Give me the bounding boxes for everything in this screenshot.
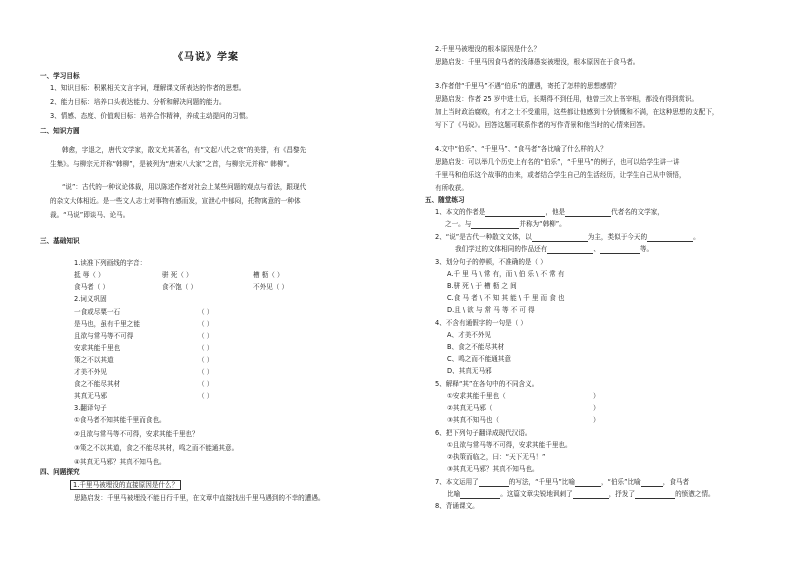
translate-item: ②执策而临之，曰：“天下无马！” xyxy=(447,453,546,461)
exercise-2 xyxy=(435,233,700,242)
section-learning-goals: 一、学习目标 xyxy=(40,72,80,80)
inquiry-hint: 千里马和伯乐这个故事的由来，或者结合学生自己的生活经历，让学生自己从中领悟， xyxy=(435,171,686,179)
vocab-item: 安求其能千里也 xyxy=(74,344,121,352)
option-item: C.食 马 者 \ 不 知 其 能 \ 千 里 而 食 也 xyxy=(447,294,565,302)
pronunciation-item: 抵 辱（ ） xyxy=(74,271,105,279)
pronunciation-item: 食不饱（ ） xyxy=(162,283,198,291)
inquiry-question: 4.文中“伯乐”、“千里马”、“食马者”各比喻了什么样的人？ xyxy=(435,145,607,153)
translate-item: ④其真无马邪？其真不知马也。 xyxy=(74,458,166,466)
goal-emotion: 3、情感、态度、价值观目标：培养合作精神，养成主动提问的习惯。 xyxy=(50,112,253,120)
answer-blank[interactable] xyxy=(573,491,609,499)
pronunciation-item: 不外见（ ） xyxy=(253,283,289,291)
exercise-7-cont xyxy=(447,490,715,499)
meaning-item: ③其真不知马也（ xyxy=(447,416,500,424)
section-practice: 五、随堂练习 xyxy=(425,196,465,204)
translate-question: 3.翻译句子 xyxy=(74,404,107,412)
answer-parentheses: （ ） xyxy=(198,356,214,364)
vocab-question: 2.词义巩固 xyxy=(74,295,107,303)
exercise-2-cont xyxy=(455,245,653,254)
exercise-text: 并称为“韩柳”。 xyxy=(519,220,566,228)
goal-knowledge: 1、知识目标：积累相关文言字词，理解课文所表达的作者的思想。 xyxy=(50,84,246,92)
option-item: C、鸣之而不能通其意 xyxy=(447,355,511,363)
inquiry-question xyxy=(70,481,181,490)
option-item: B、食之不能尽其材 xyxy=(447,343,505,351)
answer-blank[interactable] xyxy=(547,246,593,254)
genre-intro-line: “说”：古代的一种议论体裁，用以陈述作者对社会上某些问题的观点与看法，跟现代 xyxy=(62,183,307,191)
answer-blank[interactable] xyxy=(600,246,640,254)
exercise-text: 比喻 xyxy=(447,490,461,498)
goal-ability: 2、能力目标：培养口头表达能力、分析和解决问题的能力。 xyxy=(50,98,226,106)
author-intro-line: 生集》。与柳宗元并称“韩柳”，是被列为“唐宋八大家”之首，与柳宗元并称“ 韩柳”。 xyxy=(50,160,294,168)
question-box: 1.千里马被埋没的直接原因是什么？ xyxy=(70,480,181,490)
pronunciation-item: 食马者（ ） xyxy=(74,283,110,291)
exercise-5: 5、解释“其”在各句中的不同含义。 xyxy=(435,380,539,388)
exercise-text: 。这篇文章尖锐地讽刺了 xyxy=(500,490,573,498)
answer-parentheses: （ ） xyxy=(198,368,214,376)
answer-blank[interactable] xyxy=(532,234,588,242)
inquiry-hint: 思路启发：可以举几个历史上有名的“伯乐”，“千里马”的例子，也可以给学生讲一讲 xyxy=(435,158,680,166)
option-item: A.千 里 马 \ 常 有，而 \ 伯 乐 \ 不 常 有 xyxy=(447,270,565,278)
vocab-item: 其真无马邪 xyxy=(74,392,107,400)
inquiry-hint: 写下了《马说》。回答这题可联系作者的写作背景和他当时的心情来回答。 xyxy=(435,121,650,129)
exercise-text: 。 xyxy=(693,233,700,241)
vocab-item: 是马也，虽有千里之能 xyxy=(74,320,140,328)
inquiry-hint: 加上当时政治腐败，有才之士不受重用，这些都让他感到十分愤慨和不满，在这种思想的支配下， xyxy=(435,108,719,116)
pronunciation-item: 槽 枥（ ） xyxy=(253,271,284,279)
answer-blank[interactable] xyxy=(647,234,693,242)
meaning-close-paren: ） xyxy=(593,416,600,424)
answer-parentheses: （ ） xyxy=(198,332,214,340)
meaning-item: ②其真无马邪（ xyxy=(447,404,493,412)
answer-parentheses: （ ） xyxy=(198,344,214,352)
inquiry-hint: 思路启发：作者 25 岁中进士后，长期得不到任用，他曾三次上书宰相，都没有得到赏识。 xyxy=(435,95,699,103)
exercise-4: 4、不含有通假字的一句是（ ） xyxy=(435,319,528,327)
translate-item: ①且欲与常马等不可得，安求其能千里也。 xyxy=(447,441,572,449)
exercise-text: 之一。与 xyxy=(445,220,472,228)
exercise-text: 7、本文运用了 xyxy=(435,478,479,486)
vocab-item: 策之不以其道 xyxy=(74,356,114,364)
inquiry-hint: 思路启发：千里马被埋没不能日行千里，在文章中直接找出千里马遇到的不幸的遭遇。 xyxy=(74,494,325,502)
meaning-close-paren: ） xyxy=(593,404,600,412)
genre-intro-line: 裁。“马说”即谈马、论马。 xyxy=(50,211,130,219)
answer-blank[interactable] xyxy=(565,209,611,217)
option-item: D.且 \ 欲 与 常 马 等 不 可 得 xyxy=(447,306,535,314)
exercise-6: 6、把下列句子翻译成现代汉语。 xyxy=(435,429,532,437)
exercise-text: 1、本文的作者是 xyxy=(435,208,486,216)
answer-parentheses: （ ） xyxy=(198,320,214,328)
translate-item: ①食马者不知其能千里而食也。 xyxy=(74,416,166,424)
exercise-text: ，他是 xyxy=(545,208,566,216)
exercise-text: ，食马者 xyxy=(662,478,690,486)
page-title: 《马说》学案 xyxy=(173,52,239,63)
section-inquiry: 四、问题探究 xyxy=(40,468,80,476)
exercise-text: 的写法，“千里马”比喻 xyxy=(508,478,575,486)
answer-parentheses: （ ） xyxy=(198,392,214,400)
translate-item: ②且欲与常马等不可得，安求其能千里也？ xyxy=(74,430,199,438)
inquiry-hint: 有所收获。 xyxy=(435,184,468,192)
inquiry-question: 3.作者借“千里马”不遇“伯乐”的遭遇，寄托了怎样的思想感情？ xyxy=(435,82,620,90)
exercise-7 xyxy=(435,478,689,487)
answer-parentheses: （ ） xyxy=(198,380,214,388)
exercise-text: ，“伯乐”比喻 xyxy=(600,478,641,486)
exercise-1-cont xyxy=(445,220,566,229)
inquiry-question: 2.千里马被埋没的根本原因是什么？ xyxy=(435,45,541,53)
exercise-3: 3、划分句子的停顿，不准确的是（ ） xyxy=(435,258,547,266)
meaning-close-paren: ） xyxy=(593,392,600,400)
vocab-item: 且欲与常马等不可得 xyxy=(74,332,134,340)
vocab-item: 一食或尽粟一石 xyxy=(74,308,121,316)
option-item: D、其真无马邪 xyxy=(447,367,492,375)
genre-intro-line: 的杂文大体相近。是一些文人志士对事物有感而发，宣泄心中郁闷，托物寓意的一种体 xyxy=(50,197,301,205)
exercise-text: 等。 xyxy=(639,245,654,253)
exercise-1 xyxy=(435,208,664,217)
meaning-item: ①安求其能千里也（ xyxy=(447,392,506,400)
answer-blank[interactable] xyxy=(641,479,663,487)
translate-item: ③其真无马邪？其真不知马也。 xyxy=(447,465,539,473)
answer-blank[interactable] xyxy=(471,221,519,229)
section-basics: 三、基础知识 xyxy=(40,237,80,245)
exercise-text: 的愤懑之情。 xyxy=(675,490,715,498)
exercise-text: 、 xyxy=(593,245,600,253)
exercise-text: 我们学过的文体相同的作品还有 xyxy=(455,245,548,253)
exercise-8: 8、背诵课文。 xyxy=(435,502,479,510)
answer-parentheses: （ ） xyxy=(198,308,214,316)
inquiry-hint: 思路启发：千里马因食马者的浅薄愚妄被埋没，根本原因在于食马者。 xyxy=(435,58,640,66)
answer-blank[interactable] xyxy=(479,479,509,487)
vocab-item: 食之不能尽其材 xyxy=(74,380,121,388)
section-knowledge: 二、知识方圆 xyxy=(40,127,80,135)
option-item: A、才美不外见 xyxy=(447,331,492,339)
answer-blank[interactable] xyxy=(485,209,545,217)
pronunciation-item: 骈 死（ ） xyxy=(162,271,193,279)
author-intro-line: 韩愈，字退之，唐代文学家，散文尤其著名，有“文起八代之衰”的美誉，有《昌黎先 xyxy=(62,146,307,154)
answer-blank[interactable] xyxy=(460,491,500,499)
pronunciation-question: 1.读准下列画线的字音： xyxy=(74,259,147,267)
exercise-text: 2、“说”是古代一种散文文体，以 xyxy=(435,233,532,241)
exercise-text: ，抒发了 xyxy=(608,490,636,498)
answer-blank[interactable] xyxy=(635,491,675,499)
exercise-text: 为主，类似于今天的 xyxy=(587,233,648,241)
option-item: B.骈 死 \ 于 槽 枥 之 间 xyxy=(447,282,517,290)
vocab-item: 才美不外见 xyxy=(74,368,107,376)
exercise-text: 代者名的文学家， xyxy=(611,208,664,216)
translate-item: ③策之不以其道，食之不能尽其材，鸣之而不能通其意。 xyxy=(74,444,239,452)
answer-blank[interactable] xyxy=(575,479,601,487)
